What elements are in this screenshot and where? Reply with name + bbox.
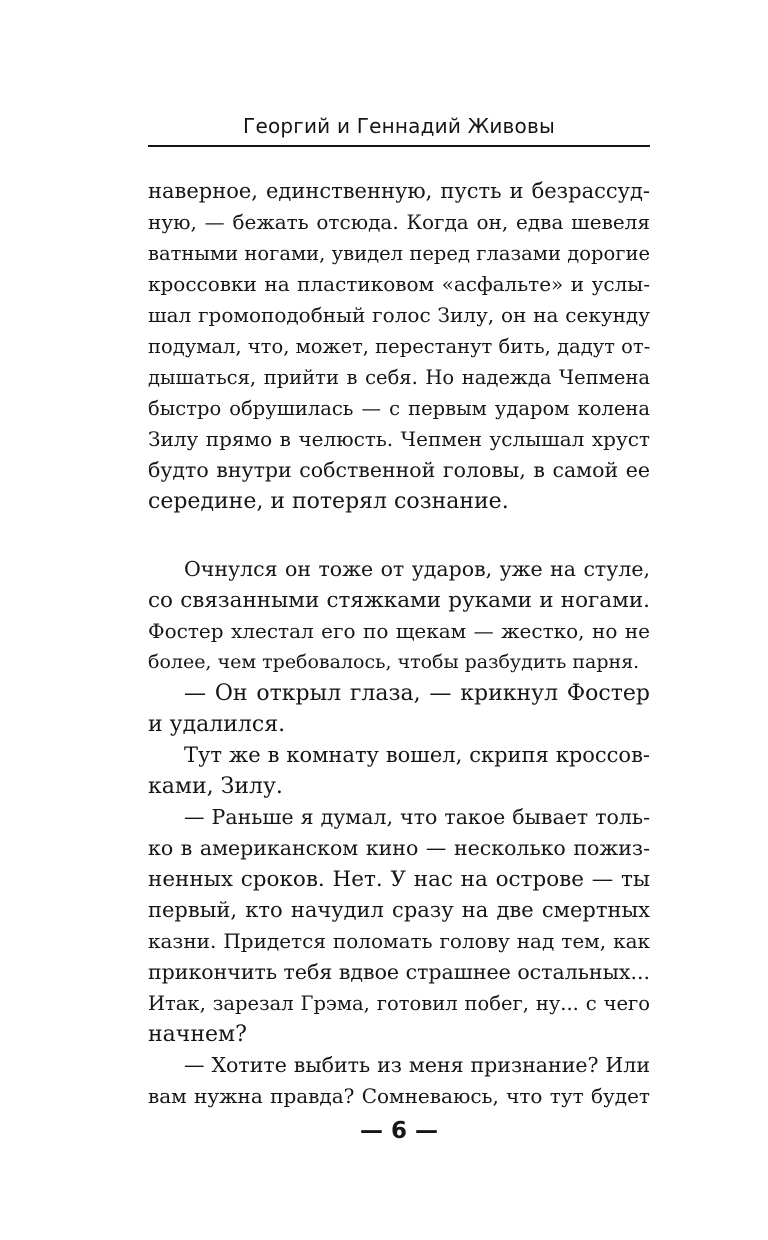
text-line: более, чем требовалось, чтобы разбудить парня.	[148, 651, 640, 673]
text-line: ватными ногами, увидел перед глазами дорогие	[148, 242, 650, 265]
text-line: подумал, что, может, перестанут бить, дадут от-	[148, 335, 651, 358]
text-line: ками, Зилу.	[148, 774, 283, 799]
text-line: наверное, единственную, пусть и безрассуд-	[148, 179, 650, 203]
paragraph-group-1	[148, 176, 650, 517]
header-rule	[148, 145, 650, 147]
text-line: шал громоподобный голос Зилу, он на секунду	[148, 303, 650, 327]
text-line: вам нужна правда? Сомневаюсь, что тут будет	[148, 1084, 650, 1108]
text-line: Тут же в комнату вошел, скрипя кроссов-	[184, 743, 650, 767]
text-line: дышаться, прийти в себя. Но надежда Чепмена	[148, 366, 650, 389]
text-line: казни. Придется поломать голову над тем, как	[148, 929, 650, 953]
text-line: Итак, зарезал Грэма, готовил побег, ну... с чего	[148, 992, 650, 1015]
text-line: Очнулся он тоже от ударов, уже на стуле,	[184, 557, 650, 581]
text-line: — Он открыл глаза, — крикнул Фостер	[184, 681, 650, 706]
page-number: — 6 —	[359, 1118, 439, 1144]
text-line: — Хотите выбить из меня признание? Или	[184, 1053, 650, 1077]
text-line: первый, кто начудил сразу на две смертных	[148, 898, 650, 922]
text-line: начнем?	[148, 1022, 247, 1047]
text-line: прикончить тебя вдвое страшнее остальных...	[148, 960, 650, 984]
paragraph-group-2	[148, 554, 650, 1112]
text-line: со связанными стяжками руками и ногами.	[148, 588, 650, 613]
text-line: быстро обрушилась — с первым ударом колена	[148, 397, 650, 420]
text-line: кроссовки на пластиковом «асфальте» и услы-	[148, 272, 650, 296]
text-line: Зилу прямо в челюсть. Чепмен услышал хруст	[148, 427, 650, 451]
text-line: ненных сроков. Нет. У нас на острове — ты	[148, 867, 650, 892]
text-line: — Раньше я думал, что такое бывает толь-	[184, 805, 650, 829]
running-header: Георгий и Геннадий Живовы	[243, 114, 555, 138]
section-break	[148, 517, 650, 554]
text-line: середине, и потерял сознание.	[148, 489, 509, 514]
text-line: ную, — бежать отсюда. Когда он, едва шевеля	[148, 210, 650, 234]
text-line: Фостер хлестал его по щекам — жестко, но не	[148, 619, 650, 643]
text-line: будто внутри собственной головы, в самой ее	[148, 458, 650, 482]
text-line: ко в американском кино — несколько пожиз-	[148, 836, 650, 860]
page-body	[148, 176, 650, 1112]
text-line: и удалился.	[148, 712, 286, 737]
